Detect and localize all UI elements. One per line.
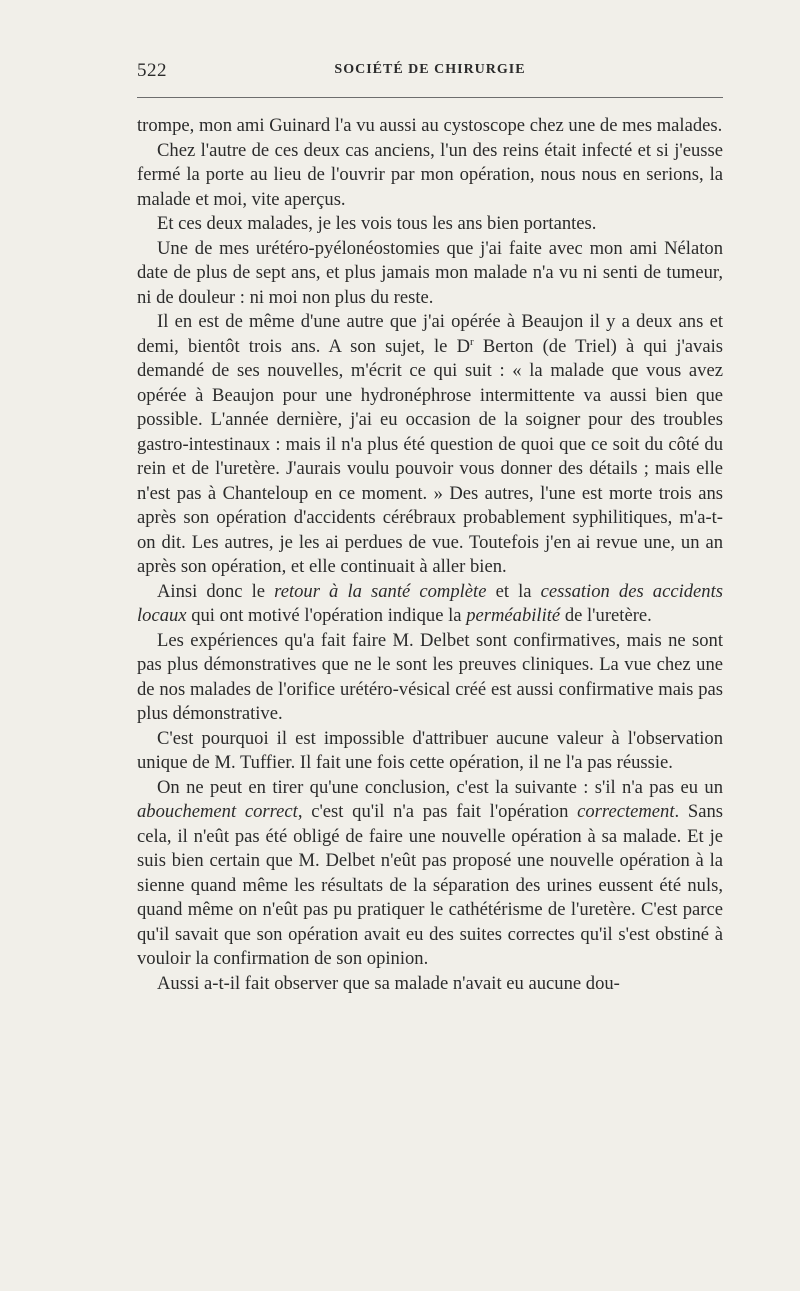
paragraph-5-text-b: Berton (de Triel) à qui j'avais demandé de ses nouvelles, m'écrit ce qui suit : « la malade que vous avez opérée à Beaujon pour une hydronéphrose intermittente va aussi bien que possible. L'année dernière, j'ai eu occasion de la soigner pour des troubles gastro-intestinaux : mais il n'a plus été question de quoi que ce soit du côté du rein et de l'uretère. J'aurais voulu pouvoir vous donner des détails ; mais elle n'est pas à Chanteloup en ce moment. » Des autres, l'une est morte trois ans après son opération d'accidents cérébraux probablement syphilitiques, m'a-t-on dit. Les autres, je les ai perdues de vue. Toutefois j'en ai revue une, un an après son opération, et elle continuait à aller bien.: [137, 335, 723, 577]
italic-phrase-correctement: correctement: [577, 801, 675, 822]
paragraph-2: Chez l'autre de ces deux cas anciens, l'un des reins était infecté et si j'eusse fermé la porte au lieu de l'ouvrir par mon opération, nous nous en serions, la malade et moi, vite aperçus.: [137, 139, 723, 210]
paragraph-9-text-c: . Sans cela, il n'eût pas été obligé de faire une nouvelle opération à sa malade. Et je suis bien certain que M. Delbet n'eût pas proposé une nouvelle opération à la sienne quand même les résultats de la séparation des urines eussent été nuls, quand même on n'eût pas pu pratiquer le cathétérisme de l'uretère. C'est parce qu'il savait que son opération avait eu des suites correctes qu'il s'est obstiné à vouloir la confirmation de son opinion.: [137, 801, 723, 969]
paragraph-6-text-b: et la: [486, 580, 541, 602]
paragraph-1: trompe, mon ami Guinard l'a vu aussi au cystoscope chez une de mes malades.: [137, 115, 723, 136]
paragraph-3: Et ces deux malades, je les vois tous les ans bien portantes.: [157, 213, 597, 234]
body-text: [137, 114, 723, 996]
paragraph-5-text-a: Il en est de même d'une autre que j'ai opérée à Beaujon il y a deux ans et demi, bientôt trois ans. A son sujet, le D: [137, 311, 723, 357]
paragraph-4: Une de mes urétéro-pyélonéostomies que j'ai faite avec mon ami Nélaton date de plus de sept ans, et plus jamais mon malade n'a vu ni senti de tumeur, ni de douleur : ni moi non plus du reste.: [137, 237, 723, 308]
italic-phrase-permeabilite: perméabilité: [466, 605, 561, 626]
paragraph-6-text-a: Ainsi donc le: [157, 580, 275, 602]
header-rule: [137, 97, 723, 98]
italic-phrase-retour: retour à la santé complète: [274, 580, 487, 602]
paragraph-7: Les expériences qu'a fait faire M. Delbet sont confirmatives, mais ne sont pas plus démonstratives que ne le sont les preuves cliniques. La vue chez une de nos malades de l'orifice urétéro-vésical créé est aussi confirmative mais pas plus démonstrative.: [137, 629, 723, 724]
paragraph-6-text-c: qui ont motivé l'opération indique la: [186, 605, 467, 626]
italic-phrase-abouchement: abouchement correct: [137, 801, 298, 822]
italic-phrase-cessation: cessation des accidents locaux: [137, 580, 724, 626]
running-title: SOCIÉTÉ DE CHIRURGIE: [334, 62, 526, 77]
paragraph-6-text-d: de l'uretère.: [560, 605, 652, 626]
paragraph-9-text-b: , c'est qu'il n'a pas fait l'opération: [297, 801, 578, 822]
paragraph-9: [137, 776, 723, 972]
paragraph-9-text-a: On ne peut en tirer qu'une conclusion, c'est la suivante : s'il n'a pas eu un: [157, 776, 723, 798]
paragraph-5: [137, 310, 723, 580]
page-number: 522: [137, 60, 167, 81]
paragraph-8: C'est pourquoi il est impossible d'attribuer aucune valeur à l'observation unique de M. Tuffier. Il fait une fois cette opération, il ne l'a pas réussie.: [137, 727, 723, 773]
doctor-abbrev-superscript: r: [470, 335, 474, 348]
paragraph-6: [137, 580, 723, 629]
paragraph-10: Aussi a-t-il fait observer que sa malade n'avait eu aucune dou-: [157, 972, 620, 994]
page-header: [137, 60, 723, 84]
